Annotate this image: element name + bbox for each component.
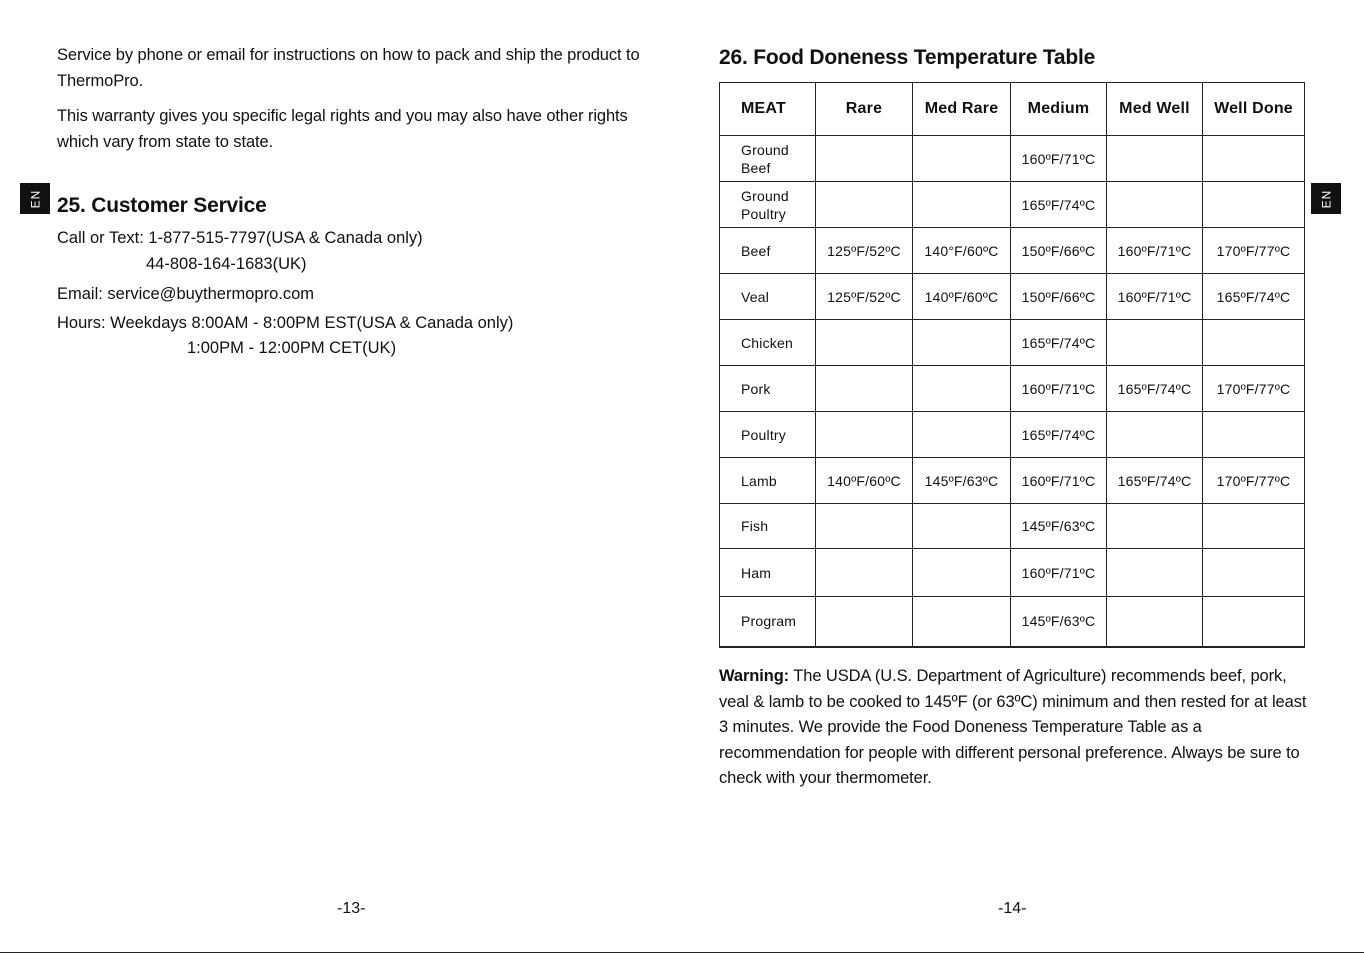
temp-cell: 160ºF/71ºC [1011,136,1107,182]
phone-line-usa: Call or Text: 1-877-515-7797(USA & Canada only) [57,229,423,247]
table-row [720,274,1305,320]
temp-cell: 160ºF/71ºC [1011,366,1107,412]
warning-text: The USDA (U.S. Department of Agriculture) recommends beef, pork, veal & lamb to be cooked to 145ºF (or 63ºC) minimum and then rested for at least 3 minutes. We provide the Food Doneness Temperature Table as a recommendation for people with different personal preference. Always be sure to check with your thermometer. [719,667,1307,787]
temp-cell: 165ºF/74ºC [1011,320,1107,366]
temp-cell [816,549,913,597]
table-row [720,228,1305,274]
column-header: Med Rare [913,83,1011,136]
table-row [720,549,1305,597]
temp-cell [1107,136,1203,182]
doneness-temperature-table [719,82,1305,648]
warranty-rights-text: This warranty gives you specific legal rights and you may also have other rights which vary from state to state. [57,107,628,151]
temp-cell [816,182,913,228]
temp-cell [1107,320,1203,366]
temp-cell [1203,182,1305,228]
table-row [720,320,1305,366]
meat-cell: Poultry [720,412,816,458]
temp-cell: 125ºF/52ºC [816,274,913,320]
table-row [720,182,1305,228]
table-header-row [720,83,1305,136]
meat-cell: Ground Beef [720,136,816,182]
language-tab-label: EN [1318,189,1333,208]
temp-cell [913,182,1011,228]
language-tab-right [1311,183,1341,214]
temp-cell: 145ºF/63ºC [913,458,1011,504]
page-bottom-rule [0,952,1364,953]
temp-cell [913,504,1011,549]
table-row [720,366,1305,412]
column-header: Rare [816,83,913,136]
warning-label: Warning: [719,667,790,685]
phone-line-uk: 44-808-164-1683(UK) [146,255,307,273]
temp-cell [816,412,913,458]
temp-cell: 150ºF/66ºC [1011,228,1107,274]
hours-line-usa: Hours: Weekdays 8:00AM - 8:00PM EST(USA & Canada only) [57,314,514,332]
table-row [720,136,1305,182]
temp-cell: 165ºF/74ºC [1011,412,1107,458]
temp-cell: 150ºF/66ºC [1011,274,1107,320]
temp-cell: 145ºF/63ºC [1011,597,1107,647]
temp-cell [913,549,1011,597]
temp-cell [913,136,1011,182]
temp-cell: 140ºF/60ºC [816,458,913,504]
temp-cell [1203,504,1305,549]
temp-cell: 140ºF/60ºC [913,274,1011,320]
hours-line-uk: 1:00PM - 12:00PM CET(UK) [187,339,397,357]
meat-cell: Beef [720,228,816,274]
temp-cell [1107,182,1203,228]
temp-cell [1107,549,1203,597]
meat-cell: Ground Poultry [720,182,816,228]
temp-cell [816,504,913,549]
temp-cell: 125ºF/52ºC [816,228,913,274]
meat-cell: Chicken [720,320,816,366]
temp-cell: 140°F/60ºC [913,228,1011,274]
language-tab-label: EN [27,189,42,208]
temp-cell [1107,597,1203,647]
language-tab-left [20,183,50,214]
meat-cell: Veal [720,274,816,320]
meat-cell: Pork [720,366,816,412]
warranty-shipping-text: Service by phone or email for instructions on how to pack and ship the product to ThermoPro. [57,46,640,90]
temp-cell [816,597,913,647]
column-header: Well Done [1203,83,1305,136]
meat-cell: Fish [720,504,816,549]
temp-cell: 165ºF/74ºC [1203,274,1305,320]
page-number-left: -13- [337,900,366,917]
temp-cell [816,136,913,182]
table-row [720,504,1305,549]
column-header: MEAT [720,83,816,136]
page-number-right: -14- [998,900,1027,917]
temp-cell: 165ºF/74ºC [1107,366,1203,412]
column-header: Med Well [1107,83,1203,136]
temp-cell [913,366,1011,412]
temp-cell: 165ºF/74ºC [1011,182,1107,228]
email-line: Email: service@buythermopro.com [57,285,314,303]
temp-cell [816,366,913,412]
meat-cell: Ham [720,549,816,597]
temp-cell: 170ºF/77ºC [1203,228,1305,274]
temp-cell: 160ºF/71ºC [1011,458,1107,504]
temp-cell [913,597,1011,647]
temp-cell: 170ºF/77ºC [1203,458,1305,504]
temp-cell [1203,320,1305,366]
meat-cell: Lamb [720,458,816,504]
temp-cell [1203,597,1305,647]
column-header: Medium [1011,83,1107,136]
table-row [720,597,1305,647]
temp-cell [1203,549,1305,597]
customer-service-heading: 25. Customer Service [57,194,267,217]
doneness-table-heading: 26. Food Doneness Temperature Table [719,46,1096,69]
temp-cell [913,320,1011,366]
temp-cell [1203,136,1305,182]
temp-cell [1107,412,1203,458]
temp-cell [816,320,913,366]
table-row [720,412,1305,458]
temp-cell: 160ºF/71ºC [1011,549,1107,597]
temp-cell: 165ºF/74ºC [1107,458,1203,504]
temp-cell [1203,412,1305,458]
temp-cell: 145ºF/63ºC [1011,504,1107,549]
temp-cell [913,412,1011,458]
temp-cell: 160ºF/71ºC [1107,274,1203,320]
temp-cell [1107,504,1203,549]
usda-warning [719,664,1313,792]
temp-cell: 160ºF/71ºC [1107,228,1203,274]
meat-cell: Program [720,597,816,647]
table-row [720,458,1305,504]
temp-cell: 170ºF/77ºC [1203,366,1305,412]
